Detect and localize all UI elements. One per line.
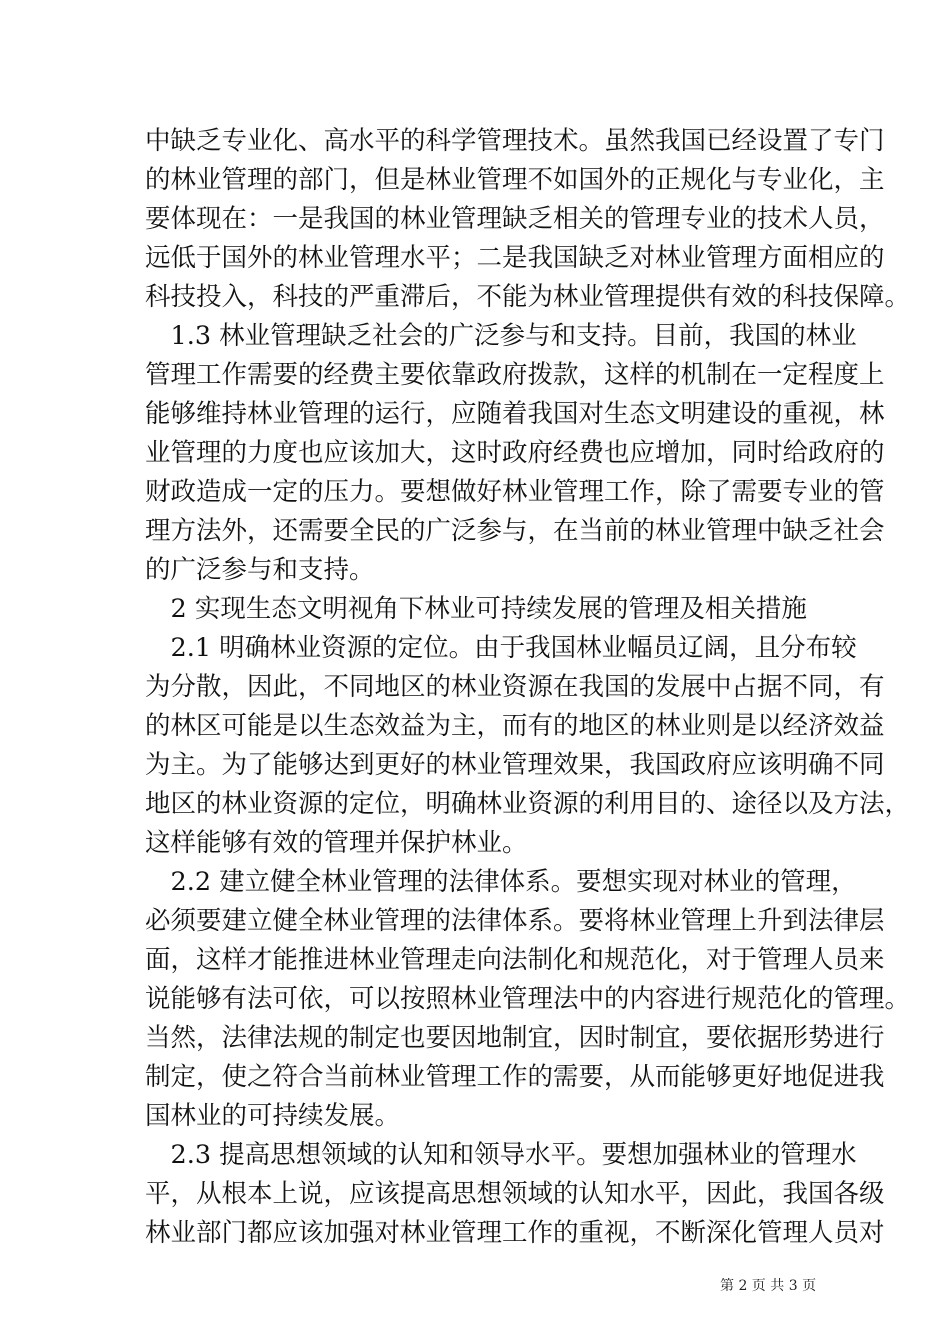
- text-line: 远低于国外的林业管理水平；二是我国缺乏对林业管理方面相应的: [145, 243, 885, 273]
- section-heading-2-3: 2.3 提高思想领域的认知和领导水平。要想加强林业的管理水: [145, 1140, 857, 1170]
- text-line: 林业部门都应该加强对林业管理工作的重视，不断深化管理人员对: [145, 1218, 885, 1248]
- text-line: 财政造成一定的压力。要想做好林业管理工作，除了需要专业的管: [145, 477, 885, 507]
- text-line: 平，从根本上说，应该提高思想领域的认知水平，因此，我国各级: [145, 1179, 885, 1209]
- text-line: 为主。为了能够达到更好的林业管理效果，我国政府应该明确不同: [145, 750, 885, 780]
- text-line: 的林业管理的部门，但是林业管理不如国外的正规化与专业化，主: [145, 165, 885, 195]
- text-line: 面，这样才能推进林业管理走向法制化和规范化，对于管理人员来: [145, 945, 885, 975]
- text-line: 中缺乏专业化、高水平的科学管理技术。虽然我国已经设置了专门: [145, 126, 885, 156]
- text-line: 管理工作需要的经费主要依靠政府拨款，这样的机制在一定程度上: [145, 360, 885, 390]
- text-line: 理方法外，还需要全民的广泛参与，在当前的林业管理中缺乏社会: [145, 516, 885, 546]
- section-heading-2-2: 2.2 建立健全林业管理的法律体系。要想实现对林业的管理，: [145, 867, 857, 897]
- text-line: 制定，使之符合当前林业管理工作的需要，从而能够更好地促进我: [145, 1062, 885, 1092]
- text-line: 当然，法律法规的制定也要因地制宜，因时制宜，要依据形势进行: [145, 1023, 885, 1053]
- page-number: 第 2 页 共 3 页: [720, 1278, 817, 1294]
- text-line: 说能够有法可依，可以按照林业管理法中的内容进行规范化的管理。: [145, 984, 911, 1014]
- text-line: 业管理的力度也应该加大，这时政府经费也应增加，同时给政府的: [145, 438, 885, 468]
- text-line: 的林区可能是以生态效益为主，而有的地区的林业则是以经济效益: [145, 711, 885, 741]
- section-heading-2-1: 2.1 明确林业资源的定位。由于我国林业幅员辽阔，且分布较: [145, 633, 857, 663]
- text-line: 这样能够有效的管理并保护林业。: [145, 828, 528, 858]
- section-heading-1-3: 1.3 林业管理缺乏社会的广泛参与和支持。目前，我国的林业: [145, 321, 857, 351]
- text-line: 科技投入，科技的严重滞后，不能为林业管理提供有效的科技保障。: [145, 282, 911, 312]
- text-line: 的广泛参与和支持。: [145, 555, 375, 585]
- text-line: 国林业的可持续发展。: [145, 1101, 401, 1131]
- section-heading-2: 2 实现生态文明视角下林业可持续发展的管理及相关措施: [145, 594, 807, 624]
- text-line: 为分散，因此，不同地区的林业资源在我国的发展中占据不同，有: [145, 672, 885, 702]
- text-line: 必须要建立健全林业管理的法律体系。要将林业管理上升到法律层: [145, 906, 885, 936]
- text-line: 要体现在：一是我国的林业管理缺乏相关的管理专业的技术人员，: [145, 204, 885, 234]
- text-line: 地区的林业资源的定位，明确林业资源的利用目的、途径以及方法，: [145, 789, 911, 819]
- text-line: 能够维持林业管理的运行，应随着我国对生态文明建设的重视，林: [145, 399, 885, 429]
